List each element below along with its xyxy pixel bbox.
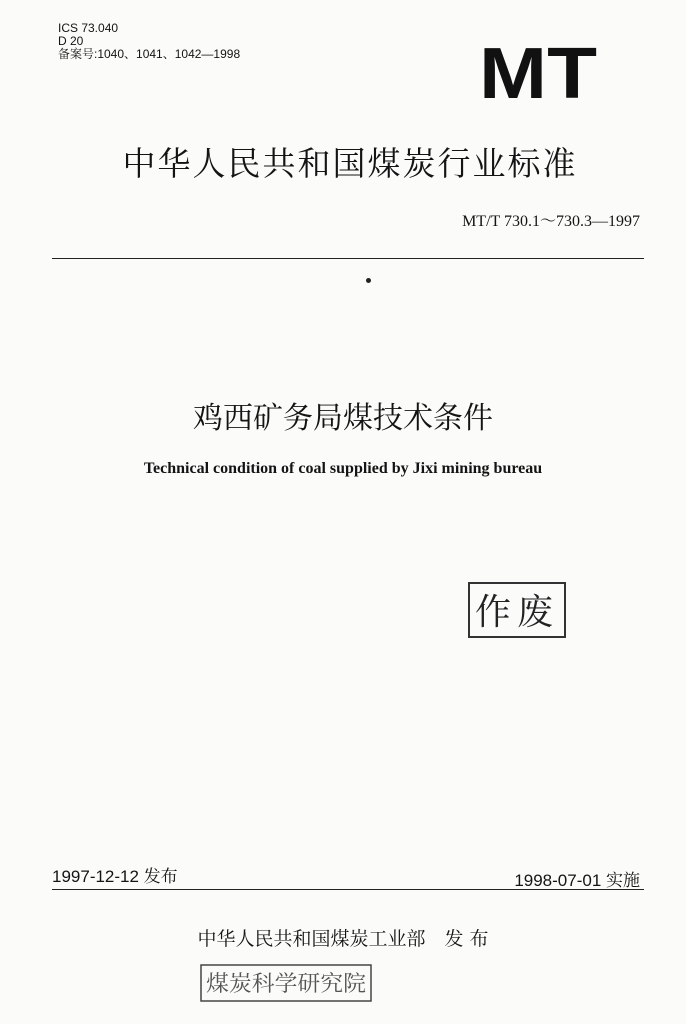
ccs-code: D 20 [58,34,84,48]
bottom-rule [52,889,644,890]
mt-logo-text: MT [479,40,598,104]
void-stamp [468,582,566,638]
library-seal-text: 煤炭科学研究院 [206,972,366,997]
implement-date: 1998-07-01 实施 [514,871,640,890]
library-seal [200,964,372,1002]
top-rule [52,258,644,259]
publisher: 中华人民共和国煤炭工业部 发 布 [197,928,489,950]
ics-code: ICS 73.040 [58,21,119,35]
document-meta [58,22,240,61]
standard-number: MT/T 730.1～730.3—1997 [462,213,640,230]
org-title: 中华人民共和国煤炭行业标准 [122,144,578,183]
mt-logo [478,40,598,104]
dot-mark [366,278,371,283]
issue-date: 1997-12-12 发布 [52,867,178,886]
document-title-en: Technical condition of coal supplied by Jixi mining bureau [143,460,543,477]
document-title-cn: 鸡西矿务局煤技术条件 [193,401,493,436]
void-stamp-text: 作废 [474,592,560,633]
filing-number: 备案号:1040、1041、1042—1998 [58,47,241,61]
